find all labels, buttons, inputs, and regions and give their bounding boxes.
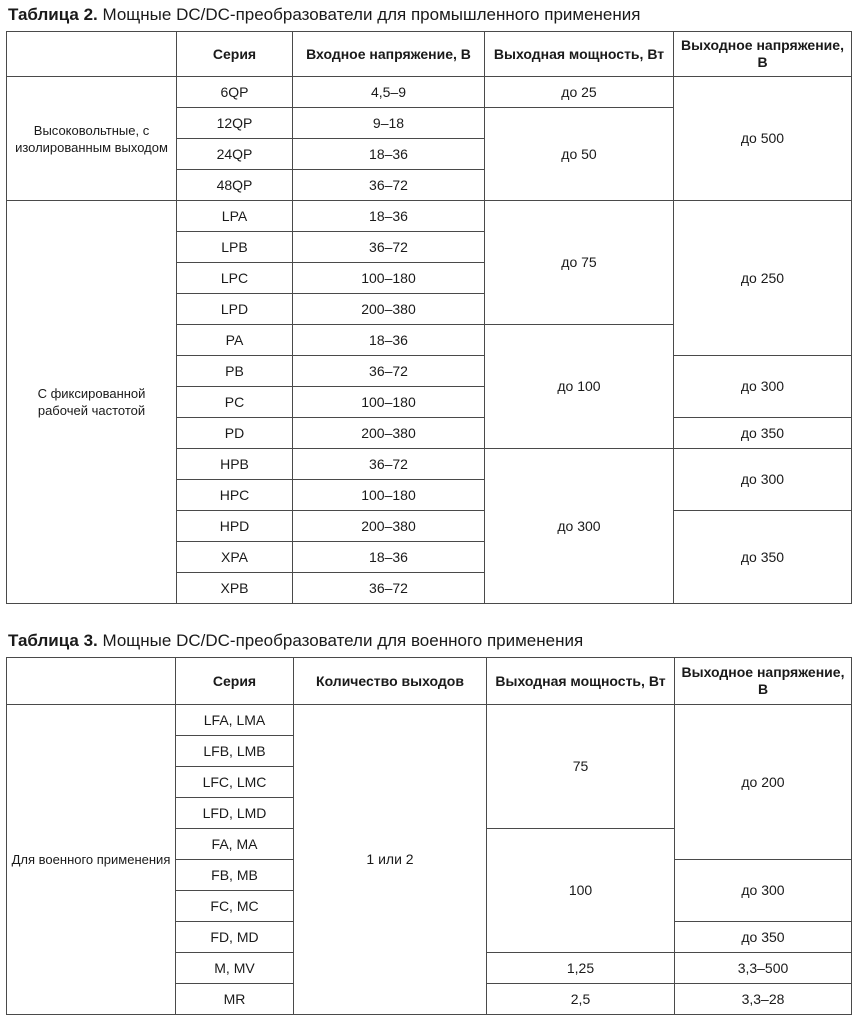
- power-cell: до 25: [485, 77, 674, 108]
- header-empty-cell: [7, 658, 176, 705]
- table2-caption-text: Мощные DC/DC-преобразователи для промышленного применения: [102, 5, 641, 24]
- series-cell: HPC: [177, 480, 293, 511]
- header-output-voltage: Выходное напряжение, В: [675, 658, 852, 705]
- power-cell: до 300: [485, 449, 674, 604]
- table-row: [7, 201, 852, 232]
- series-cell: PB: [177, 356, 293, 387]
- input-cell: 100–180: [293, 263, 485, 294]
- series-cell: FB, MB: [176, 860, 294, 891]
- series-cell: 12QP: [177, 108, 293, 139]
- series-cell: LPB: [177, 232, 293, 263]
- voltage-cell: 3,3–500: [675, 953, 852, 984]
- table3-caption-text: Мощные DC/DC-преобразователи для военного применения: [102, 631, 584, 650]
- table-header-row: [7, 658, 852, 705]
- input-cell: 36–72: [293, 356, 485, 387]
- series-cell: LPA: [177, 201, 293, 232]
- voltage-cell: до 350: [675, 922, 852, 953]
- series-cell: FC, MC: [176, 891, 294, 922]
- input-cell: 9–18: [293, 108, 485, 139]
- input-cell: 36–72: [293, 449, 485, 480]
- voltage-cell: до 350: [674, 511, 852, 604]
- table-header-row: [7, 32, 852, 77]
- input-cell: 200–380: [293, 294, 485, 325]
- voltage-cell: до 350: [674, 418, 852, 449]
- table-row: [7, 705, 852, 736]
- power-cell: 1,25: [487, 953, 675, 984]
- series-cell: M, MV: [176, 953, 294, 984]
- series-cell: PD: [177, 418, 293, 449]
- input-cell: 18–36: [293, 325, 485, 356]
- input-cell: 36–72: [293, 232, 485, 263]
- power-cell: до 50: [485, 108, 674, 201]
- power-cell: до 75: [485, 201, 674, 325]
- voltage-cell: до 300: [675, 860, 852, 922]
- series-cell: LFB, LMB: [176, 736, 294, 767]
- power-cell: 2,5: [487, 984, 675, 1015]
- voltage-cell: до 250: [674, 201, 852, 356]
- header-empty-cell: [7, 32, 177, 77]
- table3: [6, 657, 852, 1015]
- header-input-voltage: Входное напряжение, В: [293, 32, 485, 77]
- series-cell: LPC: [177, 263, 293, 294]
- series-cell: HPB: [177, 449, 293, 480]
- input-cell: 18–36: [293, 542, 485, 573]
- group-high-voltage: Высоковольтные, с изолированным выходом: [7, 77, 177, 201]
- outputs-cell: 1 или 2: [294, 705, 487, 1015]
- voltage-cell: до 300: [674, 356, 852, 418]
- group-fixed-frequency: С фиксированной рабочей частотой: [7, 201, 177, 604]
- header-outputs-count: Количество выходов: [294, 658, 487, 705]
- power-cell: 75: [487, 705, 675, 829]
- series-cell: PC: [177, 387, 293, 418]
- table2-caption-label: Таблица 2.: [8, 5, 98, 24]
- table3-caption: [8, 630, 583, 652]
- series-cell: FA, MA: [176, 829, 294, 860]
- input-cell: 4,5–9: [293, 77, 485, 108]
- input-cell: 200–380: [293, 418, 485, 449]
- voltage-cell: до 300: [674, 449, 852, 511]
- input-cell: 100–180: [293, 387, 485, 418]
- input-cell: 18–36: [293, 139, 485, 170]
- header-series: Серия: [176, 658, 294, 705]
- series-cell: LFA, LMA: [176, 705, 294, 736]
- header-output-voltage: Выходное напряжение, В: [674, 32, 852, 77]
- power-cell: 100: [487, 829, 675, 953]
- series-cell: LPD: [177, 294, 293, 325]
- series-cell: XPB: [177, 573, 293, 604]
- series-cell: HPD: [177, 511, 293, 542]
- series-cell: 24QP: [177, 139, 293, 170]
- input-cell: 36–72: [293, 170, 485, 201]
- header-output-power: Выходная мощность, Вт: [485, 32, 674, 77]
- input-cell: 200–380: [293, 511, 485, 542]
- series-cell: XPA: [177, 542, 293, 573]
- header-output-power: Выходная мощность, Вт: [487, 658, 675, 705]
- table3-caption-label: Таблица 3.: [8, 631, 98, 650]
- series-cell: MR: [176, 984, 294, 1015]
- group-military: Для военного применения: [7, 705, 176, 1015]
- series-cell: PA: [177, 325, 293, 356]
- table-row: [7, 77, 852, 108]
- table2: [6, 31, 852, 604]
- input-cell: 36–72: [293, 573, 485, 604]
- series-cell: 6QP: [177, 77, 293, 108]
- input-cell: 18–36: [293, 201, 485, 232]
- table2-caption: [8, 4, 640, 26]
- series-cell: 48QP: [177, 170, 293, 201]
- voltage-cell: 3,3–28: [675, 984, 852, 1015]
- series-cell: LFD, LMD: [176, 798, 294, 829]
- voltage-cell: до 500: [674, 77, 852, 201]
- series-cell: LFC, LMC: [176, 767, 294, 798]
- header-series: Серия: [177, 32, 293, 77]
- power-cell: до 100: [485, 325, 674, 449]
- series-cell: FD, MD: [176, 922, 294, 953]
- input-cell: 100–180: [293, 480, 485, 511]
- voltage-cell: до 200: [675, 705, 852, 860]
